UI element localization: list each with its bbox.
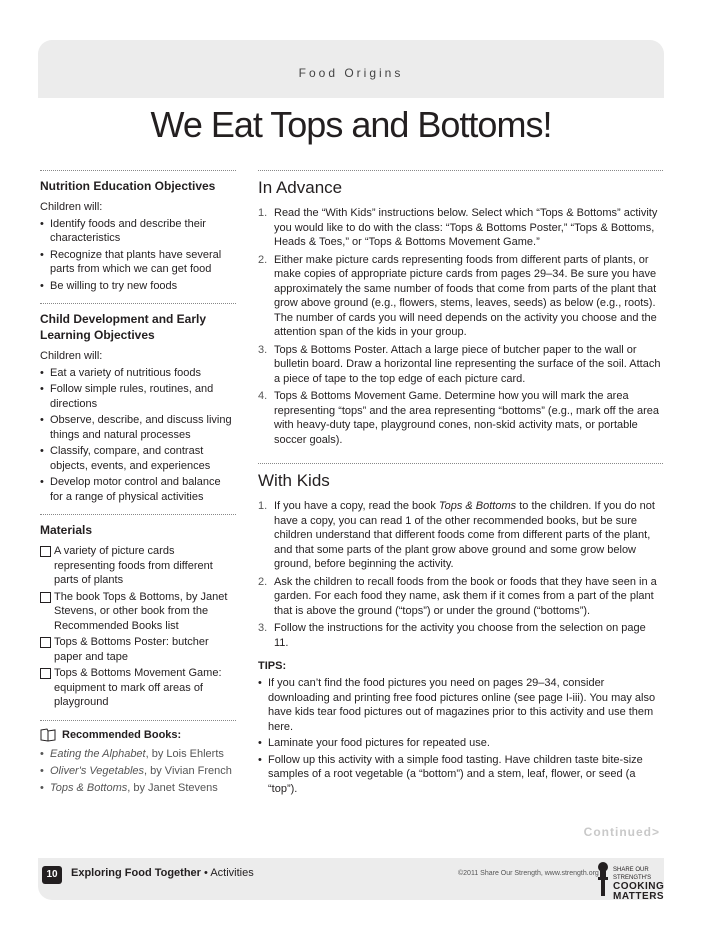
item-text: Read the “With Kids” instructions below. Select which “Tops & Bottoms” activity you would like to do with the class: “Tops & Bottoms Poster,” “Tops & Bottoms, Heads & Toes,” or “Tops & Bottoms Movement Game.” xyxy=(274,207,658,248)
continued-label: Continued> xyxy=(583,825,660,839)
book-title: Tops & Bottoms xyxy=(50,781,128,794)
chef-hat-icon xyxy=(595,861,611,897)
list-item: • Observe, describe, and discuss living things and natural processes xyxy=(40,413,236,442)
book-author: , by Vivian French xyxy=(144,764,232,777)
tip-item: • Follow up this activity with a simple food tasting. Have children taste bite-size samples of a root vegetable (a “bottom”) and a stem, leaf, flower, or seed (a “top”). xyxy=(258,753,663,797)
divider xyxy=(40,514,236,515)
list-item: • Classify, compare, and contrast objects, events, and experiences xyxy=(40,444,236,473)
list-item: • Develop motor control and balance for a range of physical activities xyxy=(40,475,236,504)
item-number: 2. xyxy=(258,575,268,588)
book-title: Tops & Bottoms xyxy=(438,500,517,512)
checklist-item: A variety of picture cards representing foods from different parts of plants xyxy=(40,544,236,588)
item-number: 2. xyxy=(258,253,268,266)
list-item: • Recognize that plants have several parts from which we can get food xyxy=(40,248,236,277)
book-item xyxy=(40,763,236,780)
development-intro: Children will: xyxy=(40,350,103,362)
book-item xyxy=(40,780,236,797)
item-text: Ask the children to recall foods from the book or foods that they have seen in a garden. For each food they name, ask them if it comes from a part of the plant that is above the ground (“tops”) or under the ground (“bottoms”). xyxy=(274,575,657,617)
tip-item: • Laminate your food pictures for repeated use. xyxy=(258,736,663,751)
numbered-item xyxy=(258,343,663,387)
nutrition-intro: Children will: xyxy=(40,201,103,213)
recommended-books-heading xyxy=(40,728,236,742)
logo-text xyxy=(613,866,664,902)
header-bar xyxy=(38,40,664,98)
item-text-post: to the children. If you do not have a copy, you can read 1 of the other recommended books, but be sure children understand that different foods come from different parts of the plant, and that some parts of the plant grow above ground and some grow below ground, before beginning the activity. xyxy=(274,500,655,570)
with-kids-list xyxy=(258,499,663,650)
item-number: 1. xyxy=(258,500,268,512)
checklist-item: Tops & Bottoms Movement Game: equipment to mark off areas of playground xyxy=(40,666,236,710)
list-item: • Be willing to try new foods xyxy=(40,279,236,294)
item-text: Tops & Bottoms Movement Game. Determine how you will mark the area representing “tops” and the area representing “bottoms” (e.g., mark off the area with heavy-duty tape, playground cones, non-skid activity mats, or portable soccer goals). xyxy=(274,390,659,446)
item-text: Either make picture cards representing foods from different parts of plants, or make copies of appropriate picture cards from pages 29–34. Be sure you have approximately the same number of foods that come from parts of the plant that grow above ground (e.g., flowers, stems, leaves, seeds) as below (e.g., roots). The number of cards you will need depends on the activity you choose and the attention span of the kids in your group. xyxy=(274,253,657,338)
tip-item: • If you can’t find the food pictures you need on pages 29–34, consider downloading and printing free food pictures online (see page I-iii). You may also have kids tear food pictures out of magazines prior to this activity and use them here. xyxy=(258,676,663,734)
page-title: We Eat Tops and Bottoms! xyxy=(150,104,552,145)
numbered-item xyxy=(258,206,663,250)
cooking-matters-logo xyxy=(595,860,665,902)
in-advance-heading: In Advance xyxy=(258,178,343,197)
checklist-item: Tops & Bottoms Poster: butcher paper and tape xyxy=(40,635,236,664)
numbered-item xyxy=(258,499,663,572)
list-item: • Identify foods and describe their characteristics xyxy=(40,217,236,246)
materials-heading: Materials xyxy=(40,523,93,537)
numbered-item xyxy=(258,253,663,340)
divider xyxy=(40,170,236,171)
item-number: 3. xyxy=(258,343,268,356)
tips-list xyxy=(258,676,663,796)
page-number: 10 xyxy=(42,866,62,884)
logo-small: SHARE OUR STRENGTH'S xyxy=(613,867,652,881)
item-text-pre: If you have a copy, read the book xyxy=(274,500,439,512)
book-author: , by Janet Stevens xyxy=(127,781,218,794)
in-advance-list xyxy=(258,206,663,447)
footer-bar xyxy=(38,858,664,900)
checklist-item: The book Tops & Bottoms, by Janet Stevens, or other book from the Recommended Books list xyxy=(40,590,236,634)
divider xyxy=(40,720,236,721)
numbered-item xyxy=(258,621,663,650)
recommended-books-label: Recommended Books: xyxy=(62,728,182,741)
left-column xyxy=(40,170,236,797)
with-kids-heading: With Kids xyxy=(258,471,330,490)
divider xyxy=(258,170,663,171)
list-item: • Eat a variety of nutritious foods xyxy=(40,366,236,381)
divider xyxy=(258,463,663,464)
copyright-text: ©2011 Share Our Strength, www.strength.org xyxy=(458,870,599,877)
tips-heading: TIPS: xyxy=(258,660,287,672)
logo-line2: MATTERS xyxy=(613,891,665,902)
item-number: 3. xyxy=(258,622,268,634)
section-title: Food Origins xyxy=(298,66,404,80)
book-title: Eating the Alphabet xyxy=(50,747,146,760)
book-icon xyxy=(40,728,56,742)
item-number: 4. xyxy=(258,390,268,402)
footer-bullet: • xyxy=(204,867,208,879)
item-text: Tops & Bottoms Poster. Attach a large piece of butcher paper to the wall or bulletin board. Draw a horizontal line representing the surface of the soil. Attach a piece of tape to the top edge of each picture card. xyxy=(274,343,661,385)
right-column xyxy=(258,170,663,806)
footer-title-bold: Exploring Food Together xyxy=(71,867,201,879)
item-number: 1. xyxy=(258,207,268,219)
development-list xyxy=(40,366,236,505)
item-text: Follow the instructions for the activity you choose from the selection on page 11. xyxy=(274,622,646,649)
materials-list xyxy=(40,544,236,710)
book-title: Oliver's Vegetables xyxy=(50,764,145,777)
development-heading: Child Development and Early Learning Objectives xyxy=(40,312,207,342)
book-author: , by Lois Ehlerts xyxy=(145,747,224,760)
logo-line1: COOKING xyxy=(613,881,665,892)
footer-title-rest: Activities xyxy=(210,867,254,879)
numbered-item xyxy=(258,575,663,619)
book-item xyxy=(40,746,236,763)
numbered-item xyxy=(258,389,663,447)
nutrition-list xyxy=(40,217,236,294)
footer-title xyxy=(71,867,254,879)
divider xyxy=(40,303,236,304)
list-item: • Follow simple rules, routines, and directions xyxy=(40,382,236,411)
nutrition-heading: Nutrition Education Objectives xyxy=(40,179,216,193)
recommended-books-list xyxy=(40,746,236,797)
